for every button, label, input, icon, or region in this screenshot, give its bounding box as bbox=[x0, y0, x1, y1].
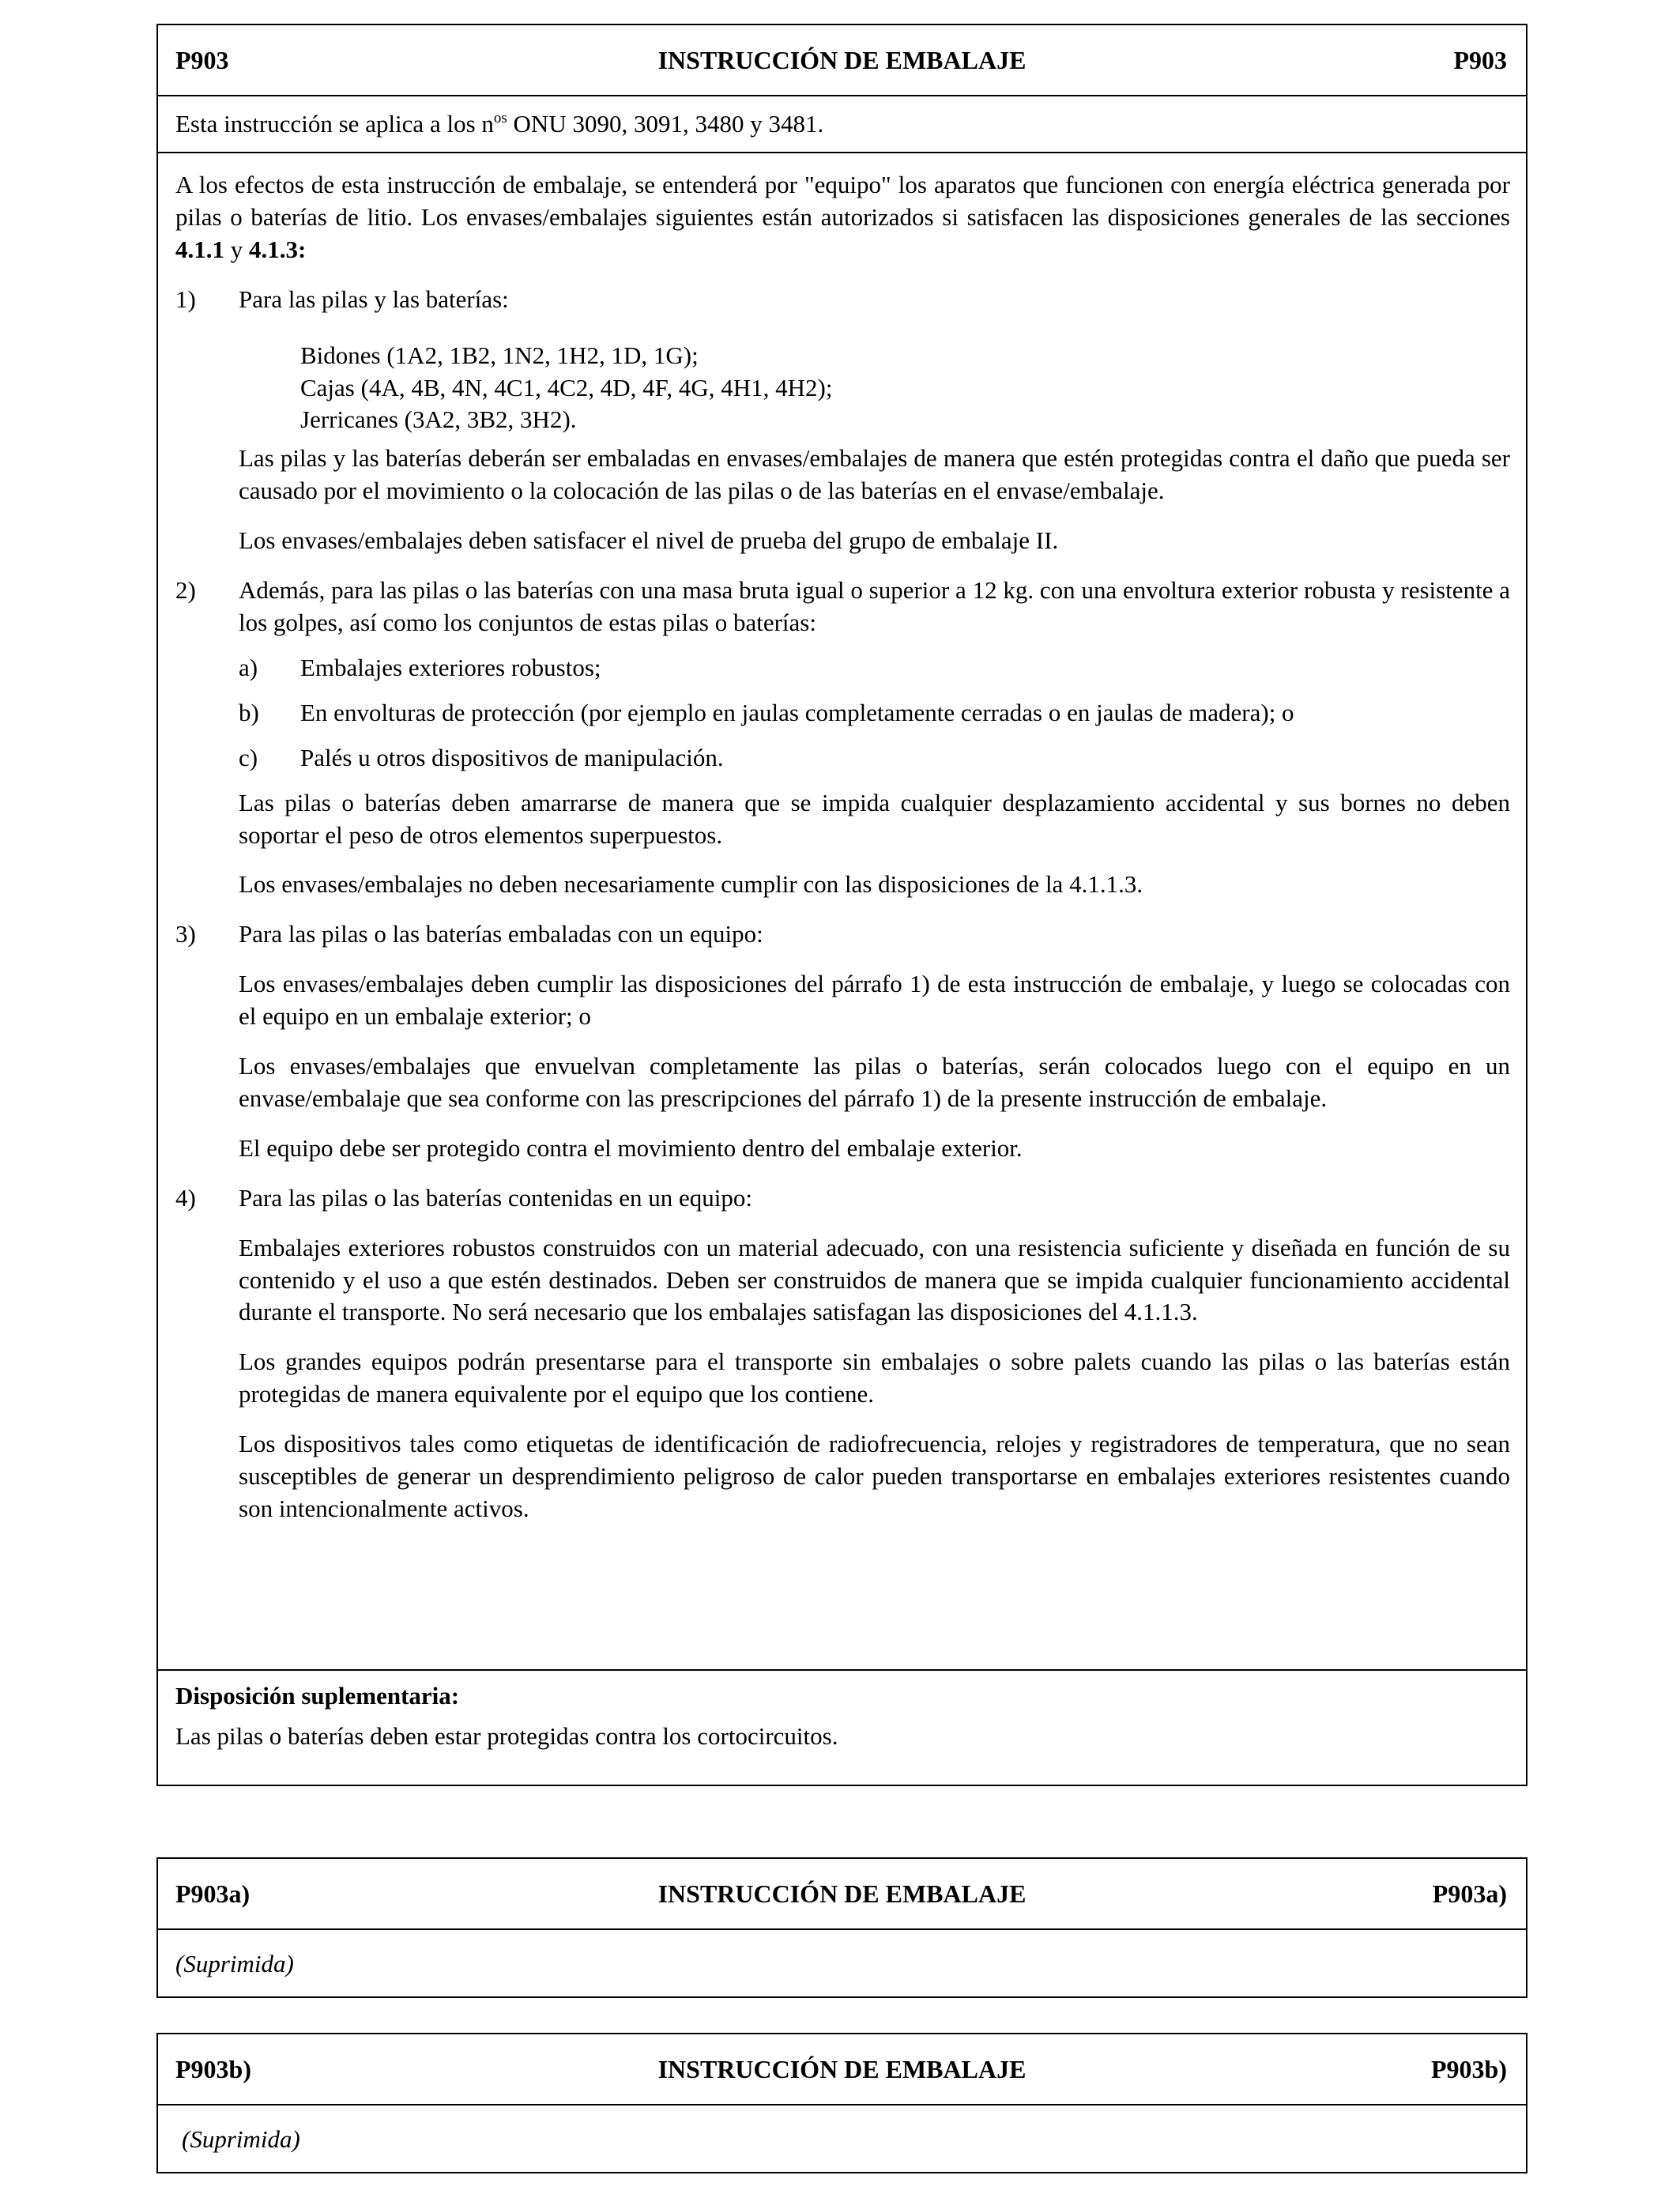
p903-table bbox=[156, 24, 1527, 1786]
p903-applies-text bbox=[175, 108, 823, 141]
intro-ref1: 4.1.1 bbox=[175, 235, 224, 263]
p903-code-left: P903 bbox=[175, 45, 229, 74]
p903b-title: INSTRUCCIÓN DE EMBALAJE bbox=[657, 2054, 1026, 2083]
applies-sup: os bbox=[493, 109, 507, 126]
sub-c-letter: c) bbox=[239, 743, 258, 771]
item-1 bbox=[175, 284, 1510, 557]
item-2-body bbox=[239, 575, 1510, 901]
item-1-packaging-list bbox=[239, 340, 1510, 437]
item-3-body bbox=[239, 918, 1510, 1164]
intro-ref2: 4.1.3: bbox=[249, 235, 307, 263]
item-2-number: 2) bbox=[175, 576, 196, 605]
item-1-number: 1) bbox=[175, 285, 196, 313]
item-2-para-1: Las pilas o baterías deben amarrarse de manera que se impida cualquier desplazamiento accidental y sus bornes no deben soportar el peso de otros elementos superpuestos. bbox=[239, 788, 1510, 849]
item-1-para-2: Los envases/embalajes deben satisfacer el nivel de prueba del grupo de embalaje II. bbox=[239, 526, 1059, 555]
item-1-para-1: Las pilas y las baterías deberán ser embaladas en envases/embalajes de manera que estén protegidas contra el daño que pueda ser causado por el movimiento o la colocación de las pilas o de las baterías en el envase/embalaje. bbox=[239, 444, 1510, 505]
item-4-para-1: Embalajes exteriores robustos construidos con un material adecuado, con una resistencia suficiente y diseñada en función de su contenido y el uso a que estén destinados. Deben ser construidos de manera que se impida cualquier funcionamiento accidental durante el transporte. No será necesario que los embalajes satisfagan las disposiciones del 4.1.1.3. bbox=[239, 1233, 1510, 1326]
packaging-jerricans: Jerricanes (3A2, 3B2, 3H2). bbox=[300, 405, 577, 434]
item-2 bbox=[175, 575, 1510, 901]
p903-title: INSTRUCCIÓN DE EMBALAJE bbox=[657, 45, 1026, 74]
sub-c-text: Palés u otros dispositivos de manipulación. bbox=[300, 743, 724, 771]
sub-a-text: Embalajes exteriores robustos; bbox=[300, 653, 601, 681]
item-2-sub-b bbox=[239, 697, 1510, 729]
p903b-code-left: P903b) bbox=[175, 2054, 251, 2083]
item-3-para-2: Los envases/embalajes que envuelvan completamente las pilas o baterías, serán colocados luego con el equipo en un envase/embalaje que sea conforme con las prescripciones del párrafo 1) de la presente instrucción de embalaje. bbox=[239, 1052, 1510, 1112]
item-1-title: Para las pilas y las baterías: bbox=[239, 285, 509, 313]
p903a-table bbox=[156, 1857, 1527, 1998]
sub-b-letter: b) bbox=[239, 698, 259, 726]
item-4-para-3: Los dispositivos tales como etiquetas de identificación de radiofrecuencia, relojes y registradores de temperatura, que no sean susceptibles de generar un desprendimiento peligroso de calor pueden transportarse en embalajes exteriores resistentes cuando son intencionalmente activos. bbox=[239, 1430, 1510, 1522]
item-3-para-1: Los envases/embalajes deben cumplir las disposiciones del párrafo 1) de esta instrucción de embalaje, y luego se colocadas con el equipo en un embalaje exterior; o bbox=[239, 970, 1510, 1031]
p903-header bbox=[158, 25, 1526, 96]
p903b-header bbox=[158, 2034, 1526, 2105]
p903a-title: INSTRUCCIÓN DE EMBALAJE bbox=[657, 1879, 1026, 1908]
sub-b-text: En envolturas de protección (por ejemplo en jaulas completamente cerradas o en jaulas de madera); o bbox=[300, 698, 1294, 726]
p903b-table bbox=[156, 2033, 1527, 2173]
item-4 bbox=[175, 1182, 1510, 1525]
p903-supplementary-section bbox=[158, 1671, 1526, 1753]
p903a-header bbox=[158, 1859, 1526, 1930]
p903a-body bbox=[158, 1930, 1526, 1998]
p903a-code-right: P903a) bbox=[1432, 1879, 1507, 1908]
p903-code-right: P903 bbox=[1453, 45, 1507, 74]
item-3-title: Para las pilas o las baterías embaladas con un equipo: bbox=[239, 920, 763, 948]
p903b-suppressed: (Suprimida) bbox=[182, 2124, 300, 2153]
applies-post: ONU 3090, 3091, 3480 y 3481. bbox=[507, 109, 824, 138]
p903b-body bbox=[158, 2105, 1526, 2173]
item-2-title: Además, para las pilas o las baterías con una masa bruta igual o superior a 12 kg. con una envoltura exterior robusta y resistente a los golpes, así como los conjuntos de estas pilas o baterías: bbox=[239, 576, 1510, 636]
sub-a-letter: a) bbox=[239, 653, 258, 681]
item-2-sub-a bbox=[239, 652, 1510, 684]
item-2-sub-c bbox=[239, 742, 1510, 775]
p903a-code-left: P903a) bbox=[175, 1879, 250, 1908]
p903b-code-right: P903b) bbox=[1431, 2054, 1507, 2083]
supplementary-title bbox=[175, 1680, 1510, 1713]
intro-and: y bbox=[224, 235, 249, 263]
intro-text: A los efectos de esta instrucción de embalaje, se entenderá por "equipo" los aparatos que funcionen con energía eléctrica generada por pilas o baterías de litio. Los envases/embalajes siguientes están autorizados si satisfacen las disposiciones generales de las secciones bbox=[175, 171, 1510, 231]
item-4-body bbox=[239, 1182, 1510, 1525]
supp-title-text: Disposición suplementaria: bbox=[175, 1682, 460, 1710]
item-4-title: Para las pilas o las baterías contenidas en un equipo: bbox=[239, 1183, 752, 1212]
p903-applies-section bbox=[158, 96, 1526, 153]
p903a-suppressed: (Suprimida) bbox=[175, 1949, 294, 1977]
packaging-drums: Bidones (1A2, 1B2, 1N2, 1H2, 1D, 1G); bbox=[300, 341, 699, 369]
applies-pre: Esta instrucción se aplica a los n bbox=[175, 109, 494, 138]
item-3 bbox=[175, 918, 1510, 1164]
supplementary-text: Las pilas o baterías deben estar protegidas contra los cortocircuitos. bbox=[175, 1721, 838, 1750]
item-2-para-2: Los envases/embalajes no deben necesariamente cumplir con las disposiciones de la 4.1.1.3. bbox=[239, 870, 1143, 899]
item-4-number: 4) bbox=[175, 1183, 196, 1212]
p903-intro bbox=[175, 169, 1510, 266]
item-3-number: 3) bbox=[175, 920, 196, 948]
item-1-body bbox=[239, 284, 1510, 557]
item-4-para-2: Los grandes equipos podrán presentarse para el transporte sin embalajes o sobre palets cuando las pilas o las baterías están protegidas de manera equivalente por el equipo que los contiene. bbox=[239, 1348, 1510, 1408]
packaging-boxes: Cajas (4A, 4B, 4N, 4C1, 4C2, 4D, 4F, 4G, 4H1, 4H2); bbox=[300, 373, 833, 401]
p903-main-section bbox=[158, 153, 1526, 1671]
item-3-para-3: El equipo debe ser protegido contra el movimiento dentro del embalaje exterior. bbox=[239, 1133, 1023, 1162]
